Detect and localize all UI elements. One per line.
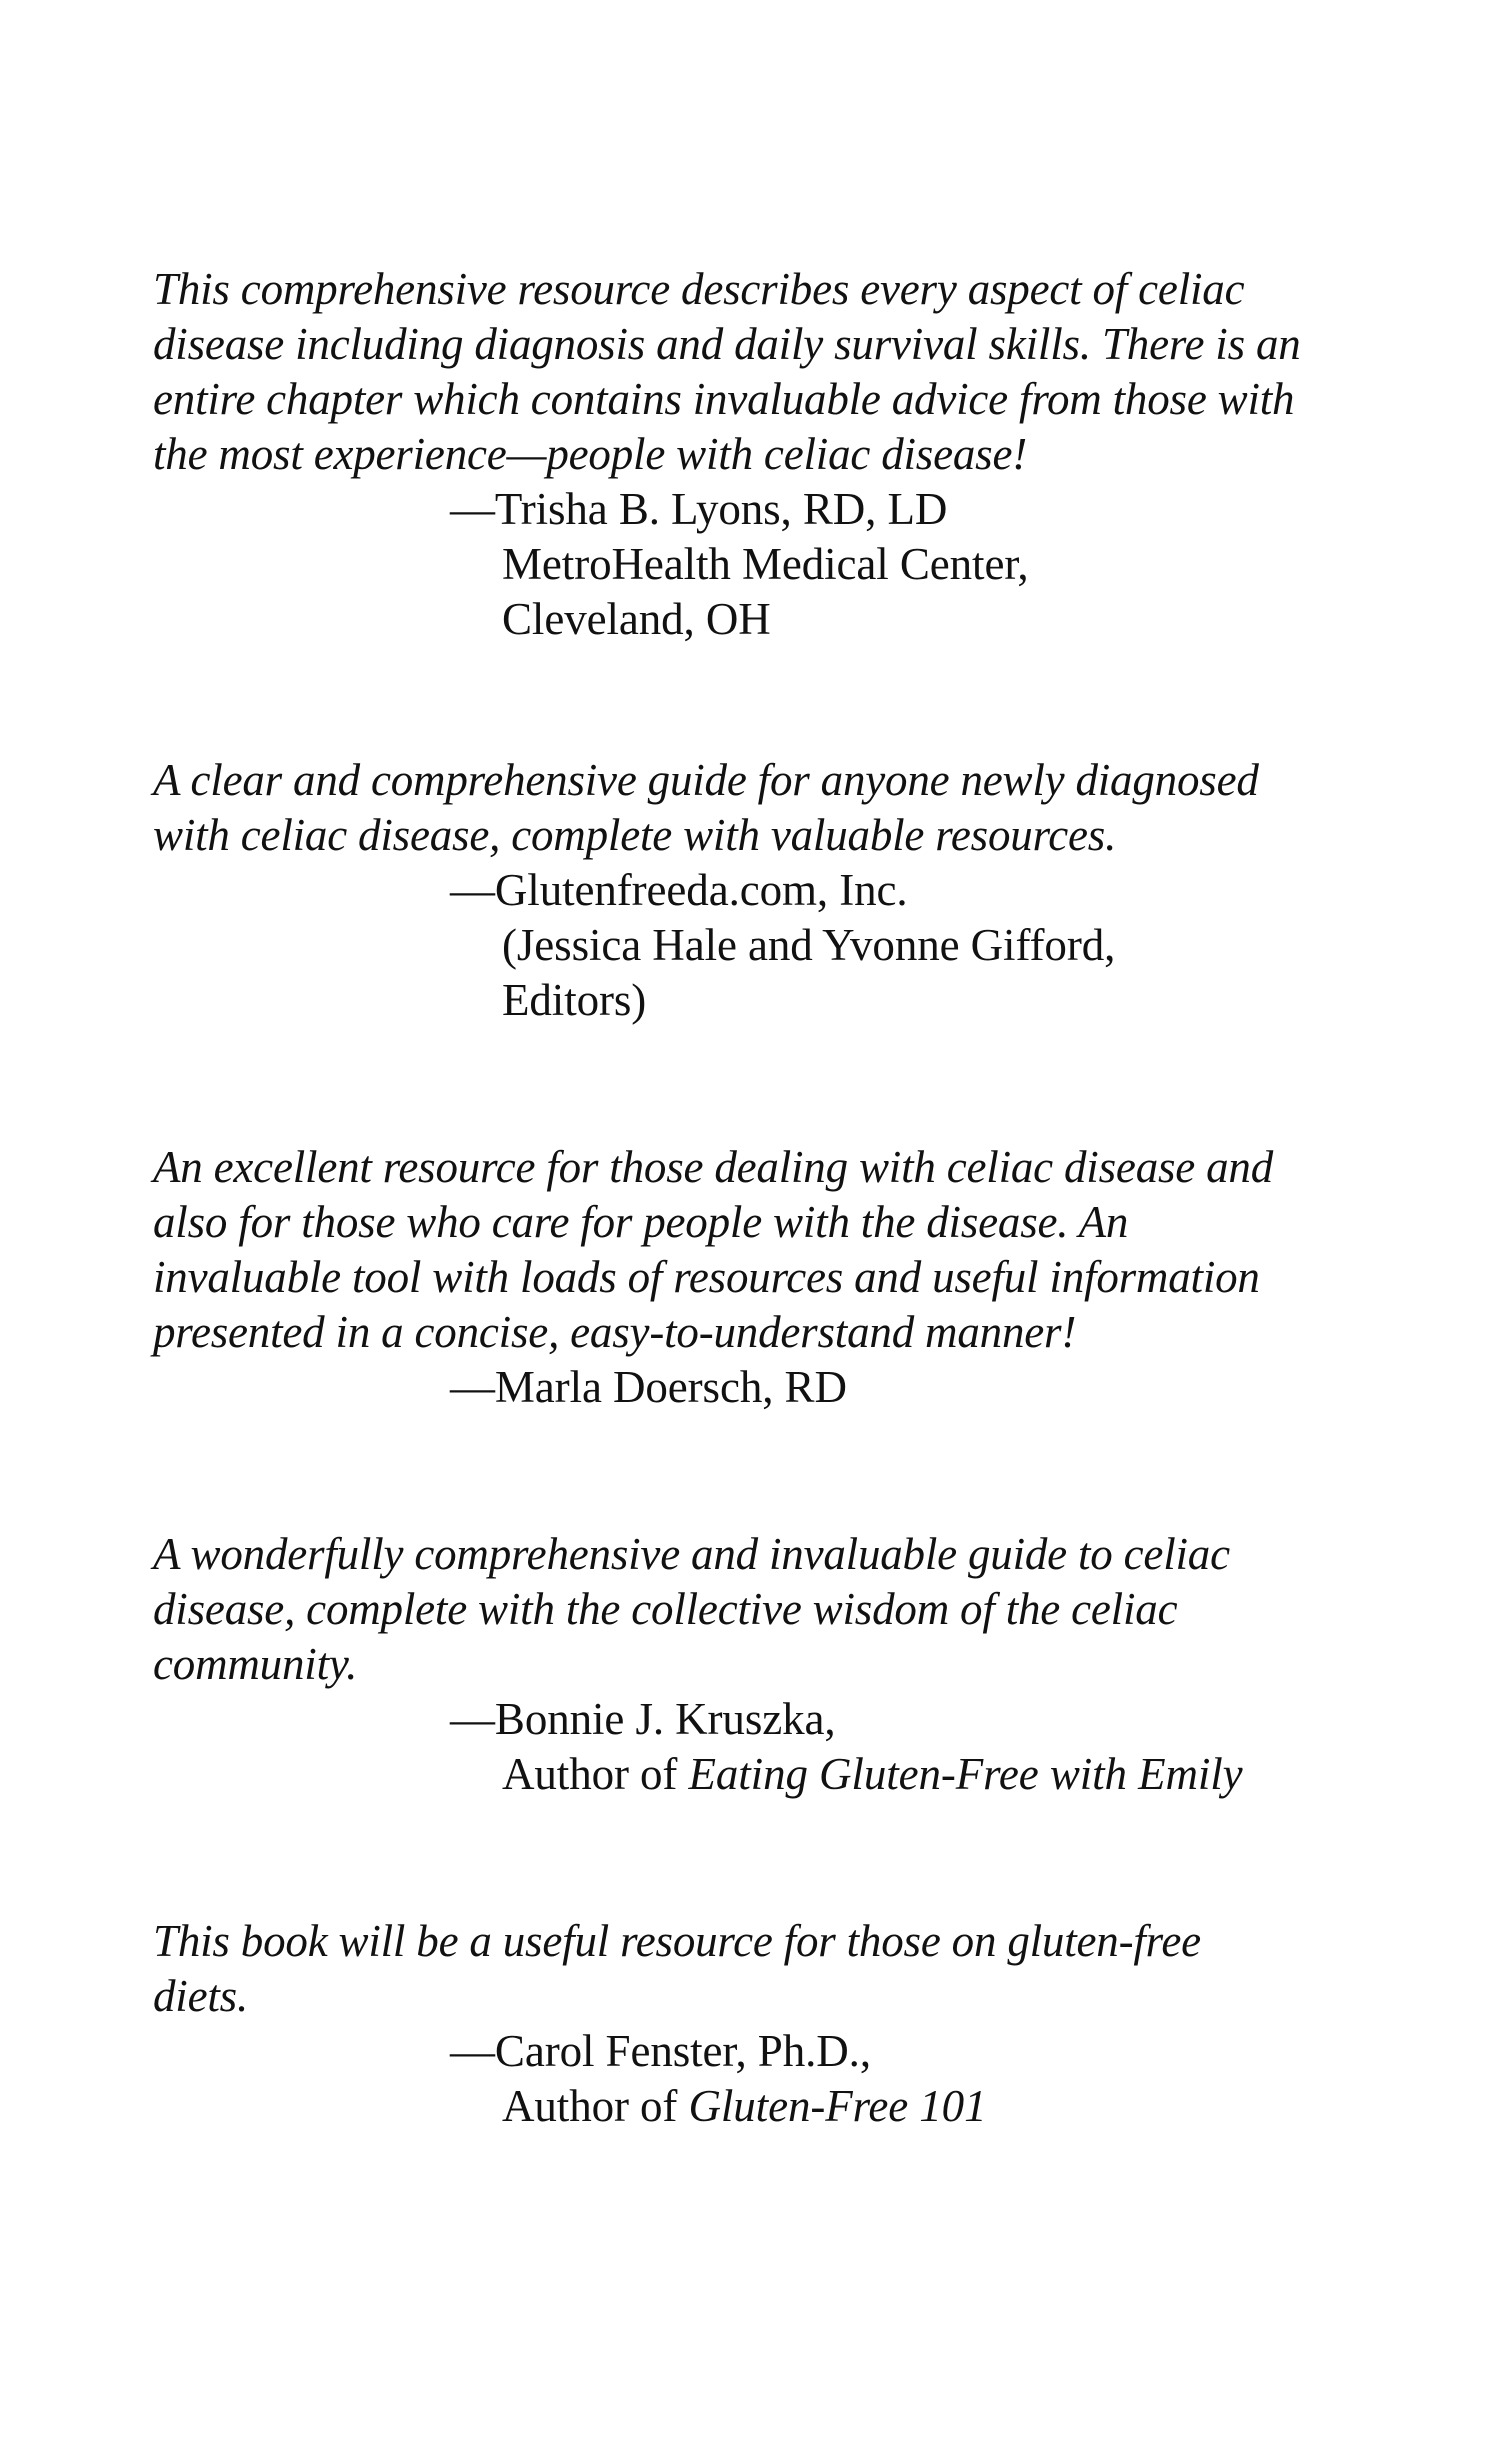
quote-line: with celiac disease, complete with valuable resources. [153,810,1117,860]
endorsement-attribution [450,482,1383,647]
quote-line: A wonderfully comprehensive and invaluable guide to celiac [153,1529,1230,1579]
endorsement-glutenfreeda [153,753,1383,1028]
endorsement-quote [153,1914,1383,2024]
attribution-location: Cleveland, OH [502,594,771,644]
attribution-name: —Bonnie J. Kruszka, [450,1694,836,1744]
attribution-author-of [450,1747,1383,1802]
endorsement-trisha-lyons [153,262,1383,647]
endorsement-quote [153,753,1383,863]
quote-line: This comprehensive resource describes every aspect of celiac [153,264,1245,314]
attribution-name: —Marla Doersch, RD [450,1362,847,1412]
endorsement-attribution [450,863,1383,1028]
author-of-prefix: Author of [502,2081,689,2131]
quote-line: disease including diagnosis and daily survival skills. There is an [153,319,1301,369]
quote-line: An excellent resource for those dealing with celiac disease and [153,1142,1274,1192]
quote-line: entire chapter which contains invaluable advice from those with [153,374,1295,424]
endorsement-carol-fenster [153,1914,1383,2134]
attribution-affiliation: MetroHealth Medical Center, [502,539,1029,589]
quote-line: This book will be a useful resource for those on gluten-free [153,1916,1201,1966]
endorsement-quote [153,262,1383,482]
endorsement-quote [153,1527,1383,1692]
attribution-name: —Glutenfreeda.com, Inc. [450,865,908,915]
attribution-name: —Trisha B. Lyons, RD, LD [450,484,948,534]
endorsement-marla-doersch [153,1140,1383,1415]
quote-line: invaluable tool with loads of resources and useful information [153,1252,1260,1302]
endorsement-attribution [450,2024,1383,2134]
attribution-editors: (Jessica Hale and Yvonne Gifford, [502,920,1116,970]
book-title: Eating Gluten-Free with Emily [688,1749,1243,1799]
endorsement-attribution [450,1692,1383,1802]
endorsement-bonnie-kruszka [153,1527,1383,1802]
quote-line: disease, complete with the collective wisdom of the celiac [153,1584,1178,1634]
endorsement-attribution [450,1360,1383,1415]
quote-line: diets. [153,1971,249,2021]
quote-line: presented in a concise, easy-to-understand manner! [153,1307,1077,1357]
quote-line: A clear and comprehensive guide for anyone newly diagnosed [153,755,1259,805]
quote-line: the most experience—people with celiac disease! [153,429,1028,479]
author-of-prefix: Author of [502,1749,689,1799]
book-title: Gluten-Free 101 [688,2081,987,2131]
quote-line: community. [153,1639,358,1689]
endorsement-quote [153,1140,1383,1360]
quote-line: also for those who care for people with the disease. An [153,1197,1129,1247]
attribution-name: —Carol Fenster, Ph.D., [450,2026,871,2076]
attribution-editors-end: Editors) [502,975,647,1025]
attribution-author-of [450,2079,1383,2134]
